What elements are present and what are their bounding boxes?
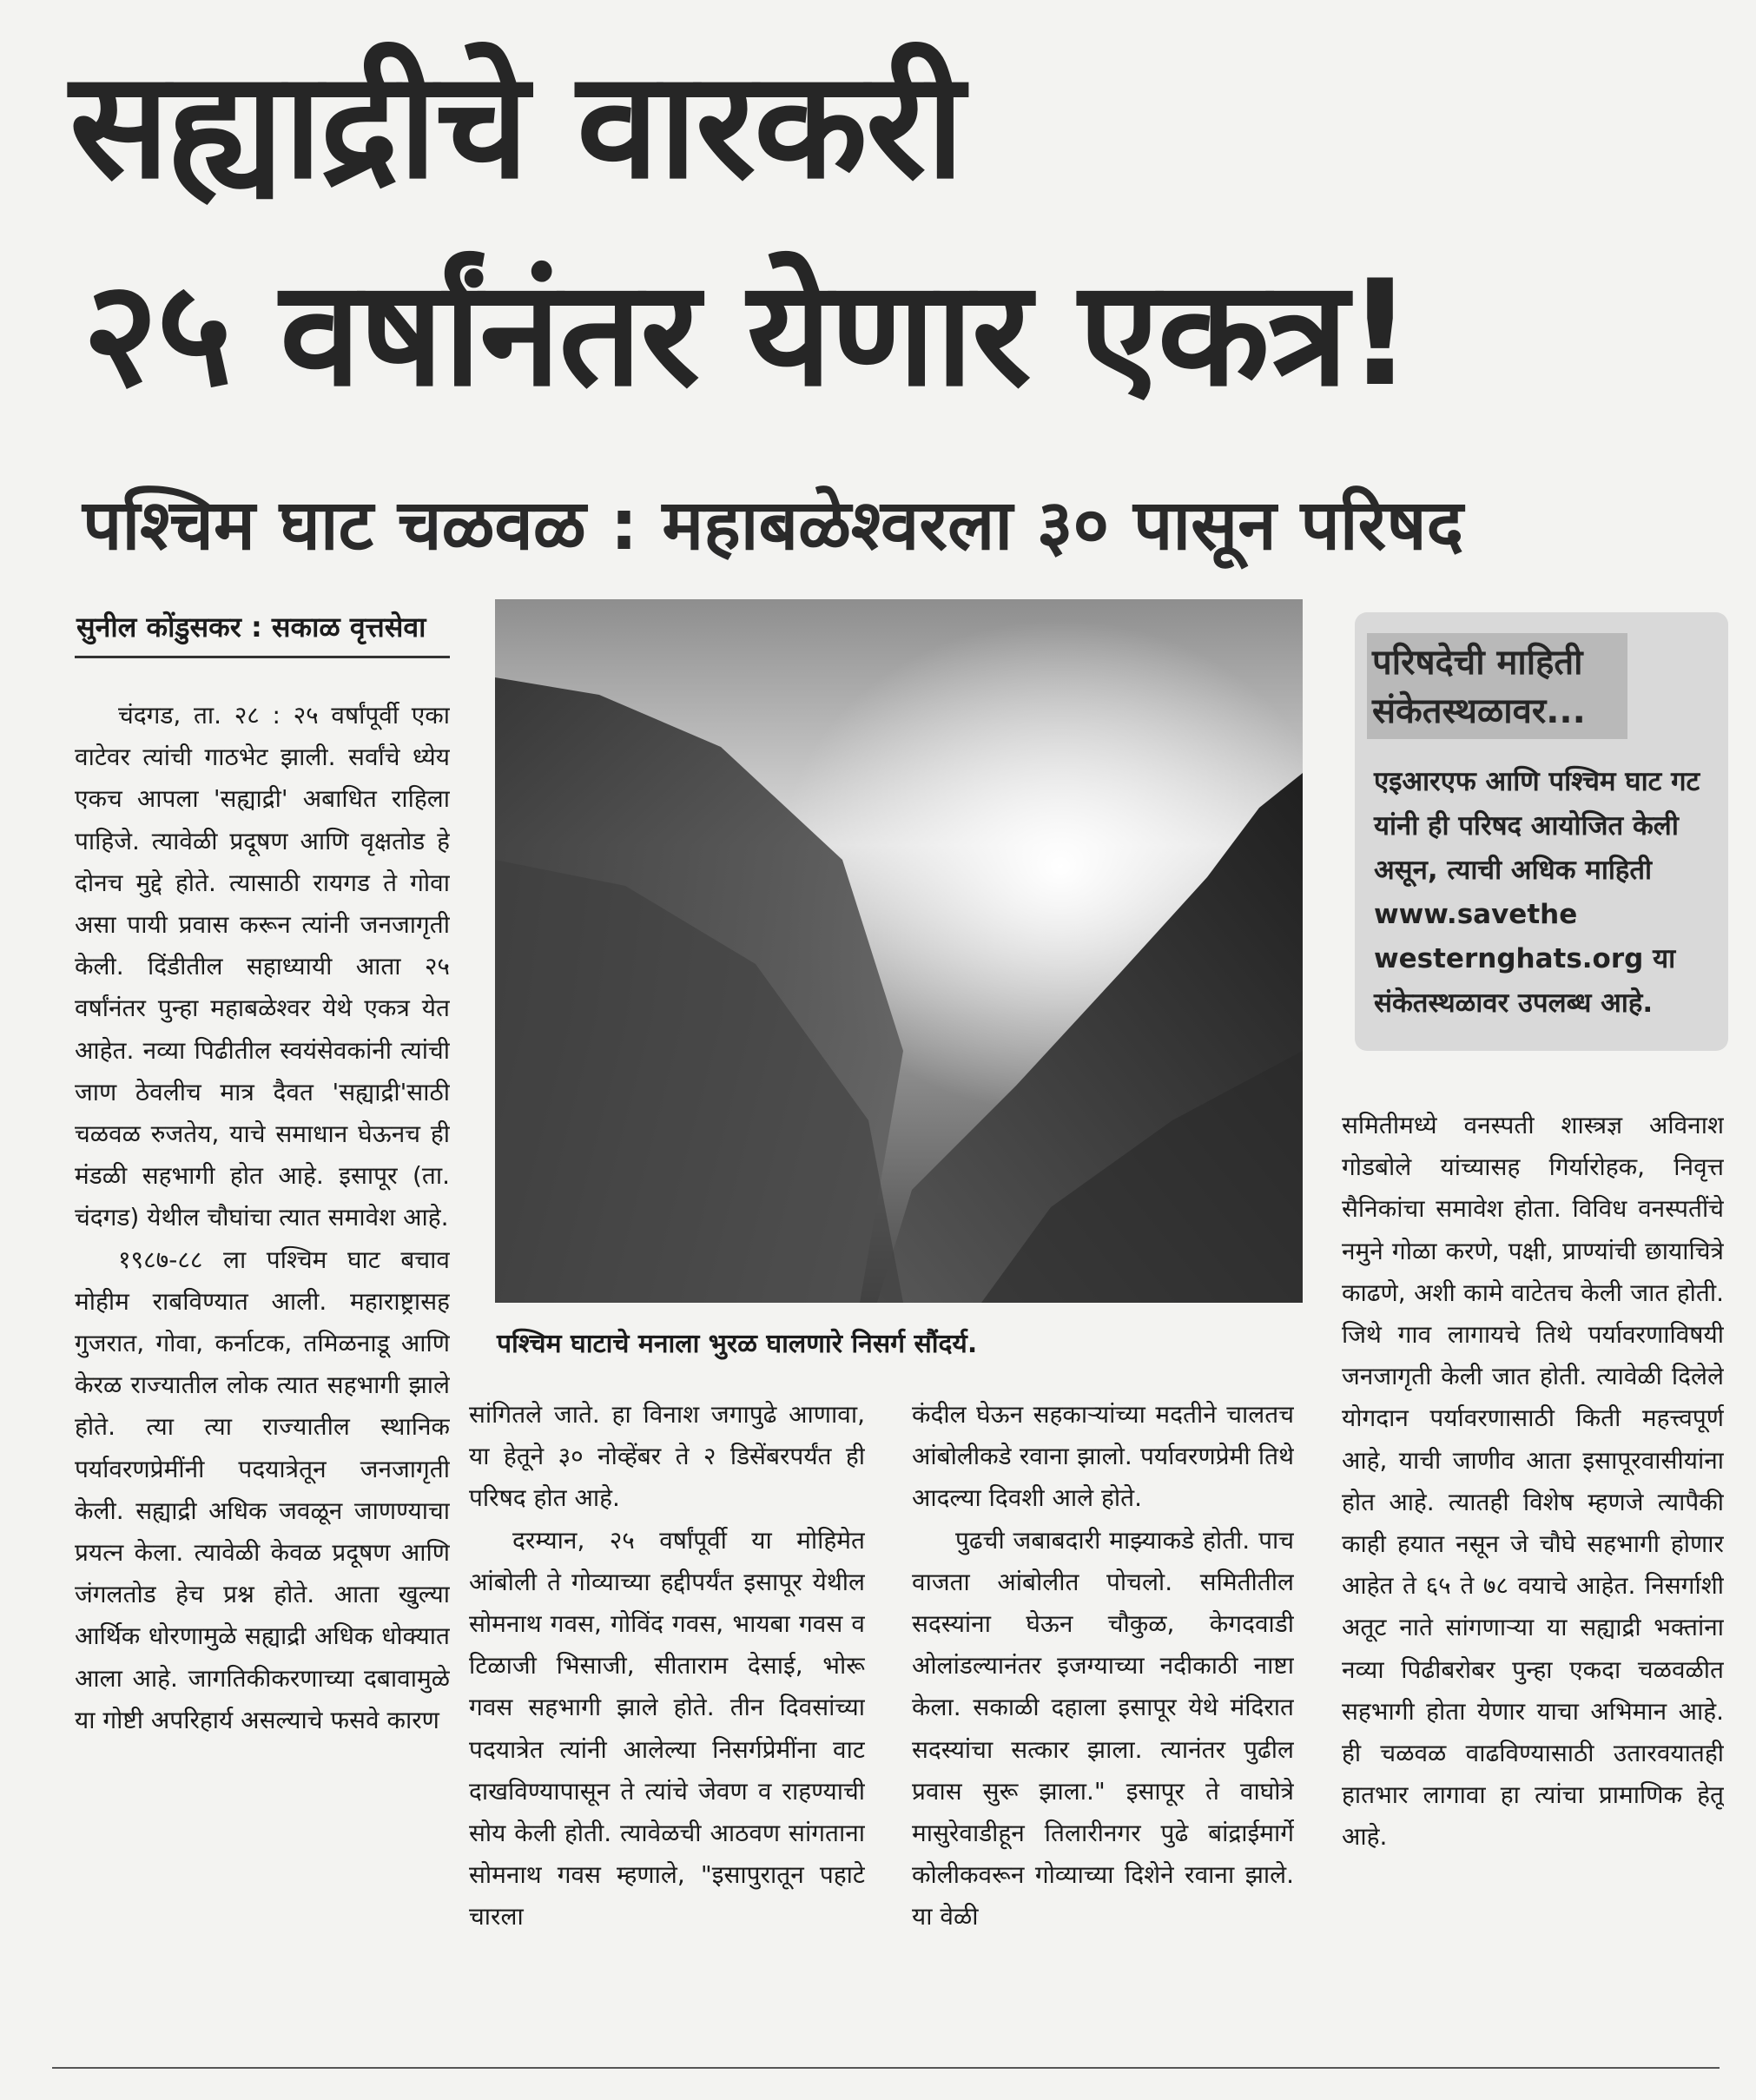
article-column-4	[1342, 1105, 1724, 2008]
headline-line-2: २५ वर्षांनंतर येणार एकत्र!	[83, 248, 1412, 419]
bottom-divider	[52, 2067, 1720, 2069]
subheadline: पश्चिम घाट चळवळ : महाबळेश्वरला ३० पासून परिषद	[83, 485, 1464, 565]
paragraph: दरम्यान, २५ वर्षांपूर्वी या मोहिमेत आंबोली ते गोव्याच्या हद्दीपर्यंत इसापूर येथील सोमनाथ गवस, गोविंद गवस, भायबा गवस व टिळाजी भिसाजी, सीताराम देसाई, भोरू गवस सहभागी झाले होते. तीन दिवसांच्या पदयात्रेत त्यांनी आलेल्या निसर्गप्रेमींना वाट दाखविण्यापासून ते त्यांचे जेवण व राहण्याची सोय केली होती. त्यावेळची आठवण सांगताना सोमनाथ गवस म्हणाले, "इसापुरातून पहाटे चारला	[469, 1525, 865, 1932]
paragraph: कंदील घेऊन सहकाऱ्यांच्या मदतीने चालतच आंबोलीकडे रवाना झालो. पर्यावरणप्रेमी तिथे आदल्या दिवशी आले होते.	[912, 1400, 1294, 1513]
info-box-body: एइआरएफ आणि पश्चिम घाट गट यांनी ही परिषद आयोजित केली असून, त्याची अधिक माहिती www.savethe westernghats.org या संकेतस्थळावर उपलब्ध आहे.	[1374, 766, 1700, 1019]
mountain-valley-photo	[495, 599, 1303, 1303]
paragraph: पुढची जबाबदारी माझ्याकडे होती. पाच वाजता आंबोलीत पोचलो. समितीतील सदस्यांना घेऊन चौकुळ, केगदवाडी ओलांडल्यानंतर इजग्याच्या नदीकाठी नाष्टा केला. सकाळी दहाला इसापूर येथे मंदिरात सदस्यांचा सत्कार झाला. त्यानंतर पुढील प्रवास सुरू झाला." इसापूर ते वाघोत्रे मासुरेवाडीहून तिलारीनगर पुढे बांद्राईमार्गे कोलीकवरून गोव्याच्या दिशेने रवाना झाले. या वेळी	[912, 1525, 1294, 1932]
article-column-1	[75, 695, 450, 2024]
paragraph: सांगितले जाते. हा विनाश जगापुढे आणावा, या हेतूने ३० नोव्हेंबर ते २ डिसेंबरपर्यंत ही परिषद होत आहे.	[469, 1400, 865, 1513]
byline-divider	[75, 656, 450, 658]
info-box-title: परिषदेची माहिती संकेतस्थळावर...	[1372, 643, 1586, 731]
paragraph: १९८७-८८ ला पश्चिम घाट बचाव मोहीम राबविण्यात आली. महाराष्ट्रासह गुजरात, गोवा, कर्नाटक, तमिळनाडू आणि केरळ राज्यातील लोक त्यात सहभागी झाले होते. त्या त्या राज्यातील स्थानिक पर्यावरणप्रेमींनी पदयात्रेतून जनजागृती केली. सह्याद्री अधिक जवळून जाणण्याचा प्रयत्न केला. त्यावेळी केवळ प्रदूषण आणि जंगलतोड हेच प्रश्न होते. आता खुल्या आर्थिक धोरणामुळे सह्याद्री अधिक धोक्यात आला आहे. जागतिकीकरणाच्या दबावामुळे या गोष्टी अपरिहार्य असल्याचे फसवे कारण	[75, 1245, 450, 1734]
headline-line-1: सह्याद्रीचे वारकरी	[69, 40, 963, 212]
paragraph: चंदगड, ता. २८ : २५ वर्षांपूर्वी एका वाटेवर त्यांची गाठभेट झाली. सर्वांचे ध्येय एकच आपला 'सह्याद्री' अबाधित राहिला पाहिजे. त्यावेळी प्रदूषण आणि वृक्षतोड हे दोनच मुद्दे होते. त्यासाठी रायगड ते गोवा असा पायी प्रवास करून त्यांनी जनजागृती केली. दिंडीतील सहाध्यायी आता २५ वर्षांनंतर पुन्हा महाबळेश्वर येथे एकत्र येत आहेत. नव्या पिढीतील स्वयंसेवकांनी त्यांची जाण ठेवलीच मात्र दैवत 'सह्याद्री'साठी चळवळ रुजतेय, याचे समाधान घेऊनच ही मंडळी सहभागी होत आहे. इसापूर (ता. चंदगड) येथील चौघांचा त्यात समावेश आहे.	[75, 701, 450, 1232]
article-column-2	[469, 1394, 865, 2002]
photo-caption: पश्चिम घाटाचे मनाला भुरळ घालणारे निसर्ग सौंदर्य.	[497, 1329, 978, 1359]
info-box	[1355, 612, 1728, 1051]
byline: सुनील कोंडुसकर : सकाळ वृत्तसेवा	[76, 611, 426, 644]
article-column-3	[912, 1394, 1294, 2002]
paragraph: समितीमध्ये वनस्पती शास्त्रज्ञ अविनाश गोडबोले यांच्यासह गिर्यारोहक, निवृत्त सैनिकांचा समावेश होता. विविध वनस्पतींचे नमुने गोळा करणे, पक्षी, प्राण्यांची छायाचित्रे काढणे, अशी कामे वाटेतच केली जात होती. जिथे गाव लागायचे तिथे पर्यावरणाविषयी जनजागृती केली जात होती. त्यावेळी दिलेले योगदान पर्यावरणासाठी किती महत्त्वपूर्ण आहे, याची जाणीव आता इसापूरवासीयांना होत आहे. त्यातही विशेष म्हणजे त्यापैकी काही हयात नसून जे चौघे सहभागी होणार आहेत ते ६५ ते ७८ वयाचे आहेत. निसर्गाशी अतूट नाते सांगणाऱ्या या सह्याद्री भक्तांना नव्या पिढीबरोबर पुन्हा एकदा चळवळीत सहभागी होता येणार याचा अभिमान आहे. ही चळवळ वाढविण्यासाठी उतारवयातही हातभार लागावा हा त्यांचा प्रामाणिक हेतू आहे.	[1342, 1111, 1724, 1852]
